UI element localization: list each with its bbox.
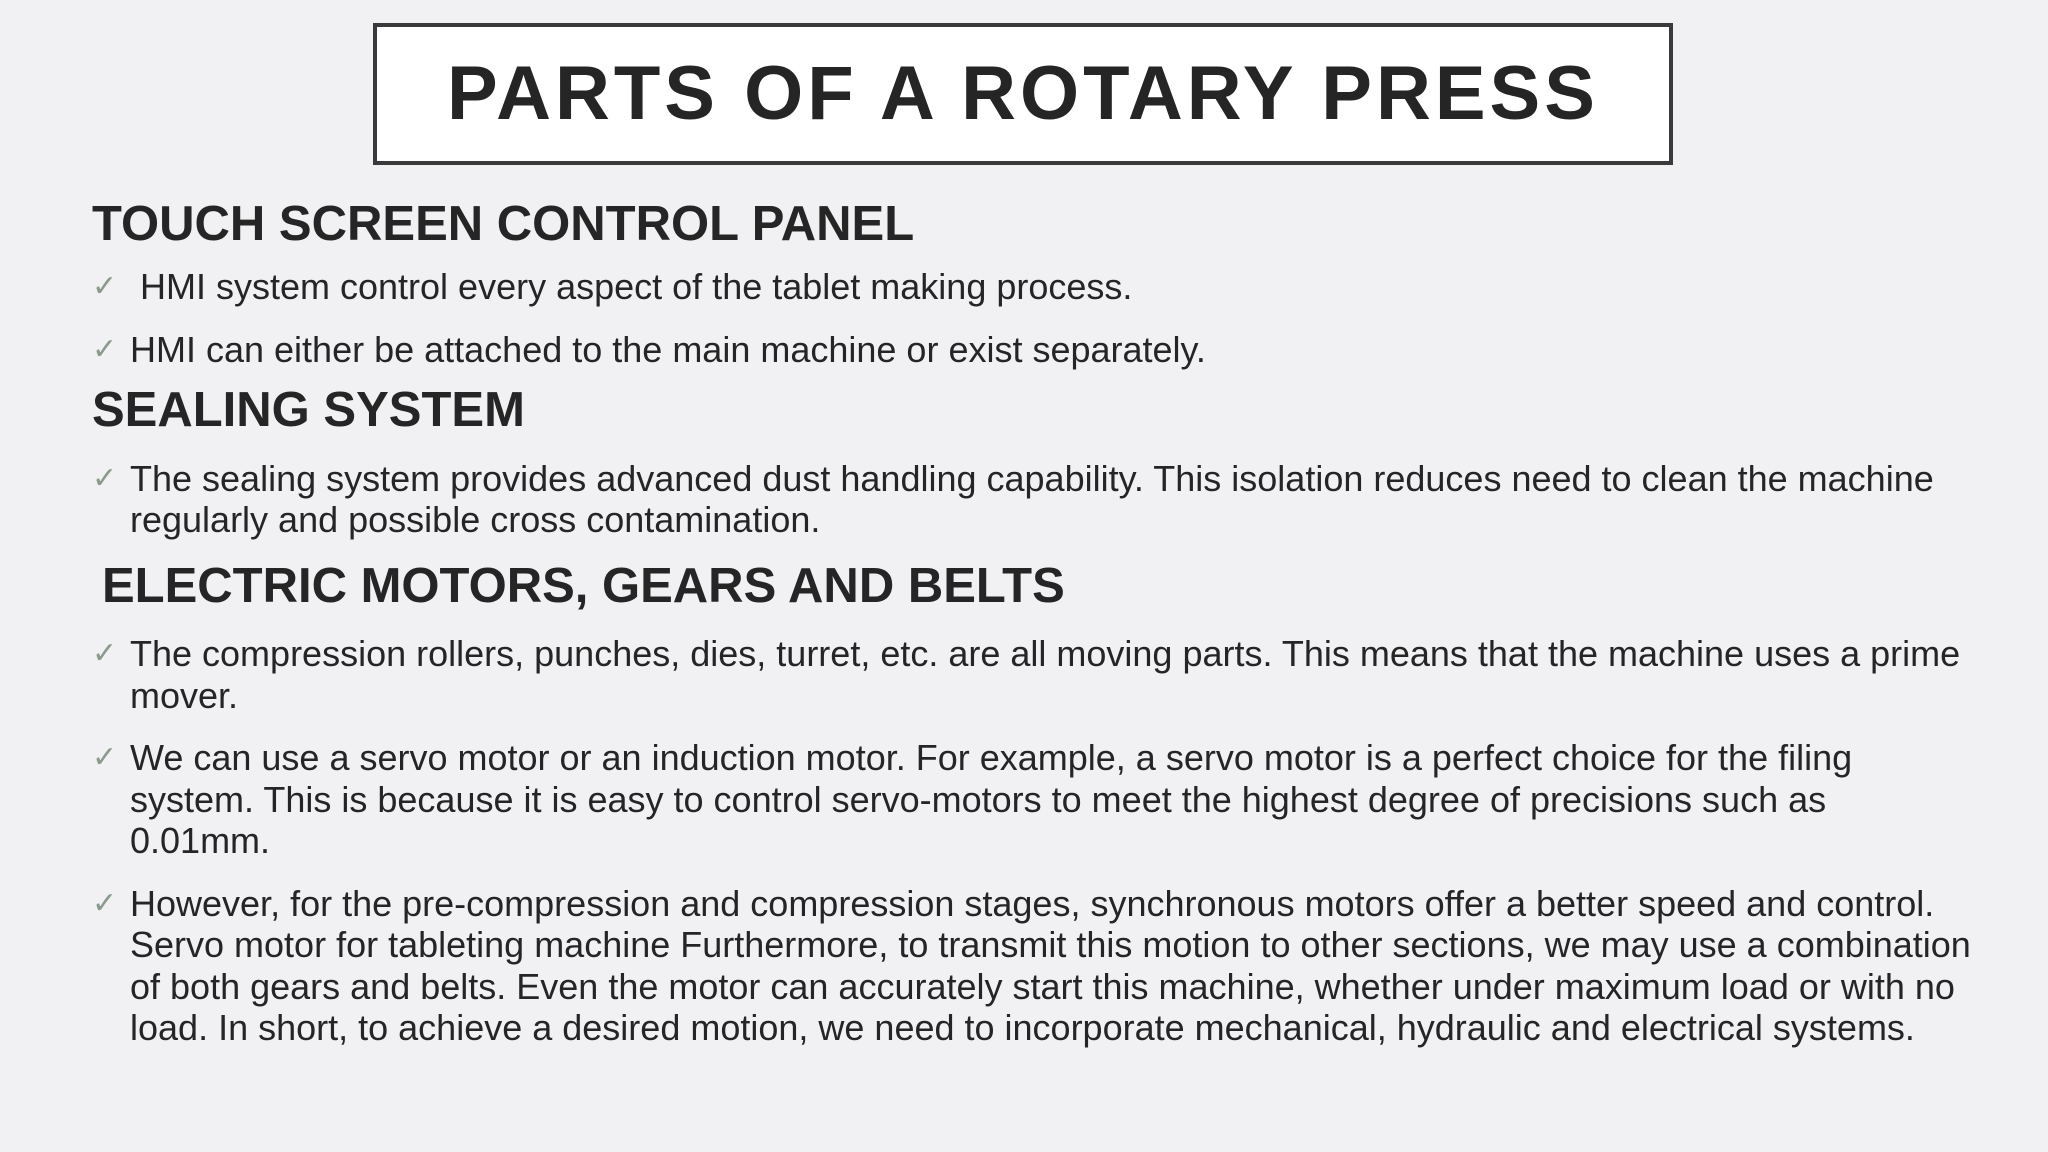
section-heading: SEALING SYSTEM	[92, 383, 525, 438]
slide-content	[92, 196, 1972, 1049]
list-item	[92, 883, 1972, 1049]
bullet-text: We can use a servo motor or an induction motor. For example, a servo motor is a perfect choice for the filing system. This is because it is easy to control servo-motors to meet the highest degree of precisions such as 0.01mm.	[130, 737, 1853, 862]
list-item	[92, 633, 1972, 716]
check-mark-icon: ✓	[92, 636, 118, 672]
list-item	[92, 266, 1972, 308]
title-box	[373, 23, 1673, 165]
bullet-list	[92, 266, 1972, 370]
check-mark-icon: ✓	[92, 331, 118, 367]
bullet-text: The sealing system provides advanced dust handling capability. This isolation reduces need to clean the machine regularly and possible cross contamination.	[130, 457, 1934, 541]
bullet-list	[92, 633, 1972, 1049]
check-mark-icon: ✓	[92, 740, 118, 776]
list-item	[92, 737, 1972, 862]
list-item	[92, 329, 1972, 371]
page-title: PARTS OF A ROTARY PRESS	[447, 51, 1599, 136]
bullet-text: HMI system control every aspect of the tablet making process.	[140, 266, 1133, 308]
check-mark-icon: ✓	[92, 269, 118, 305]
bullet-text: The compression rollers, punches, dies, turret, etc. are all moving parts. This means that the machine uses a prime mover.	[130, 633, 1961, 716]
section-heading: TOUCH SCREEN CONTROL PANEL	[92, 197, 915, 251]
check-mark-icon: ✓	[92, 460, 118, 496]
check-mark-icon: ✓	[92, 885, 118, 921]
section-touch-screen	[92, 196, 1972, 370]
section-sealing-system	[92, 382, 1972, 540]
section-heading: ELECTRIC MOTORS, GEARS AND BELTS	[102, 558, 1065, 613]
bullet-text: However, for the pre-compression and compression stages, synchronous motors offer a better speed and control. Servo motor for tableting machine Furthermore, to transmit this motion to other sections, we may use a combination of both gears and belts. Even the motor can accurately start this machine, whether under maximum load or with no load. In short, to achieve a desired motion, we need to incorporate mechanical, hydraulic and electrical systems.	[130, 882, 1971, 1049]
section-electric-motors	[92, 558, 1972, 1049]
bullet-text: HMI can either be attached to the main machine or exist separately.	[130, 328, 1206, 370]
list-item	[92, 458, 1972, 541]
bullet-list	[92, 458, 1972, 541]
